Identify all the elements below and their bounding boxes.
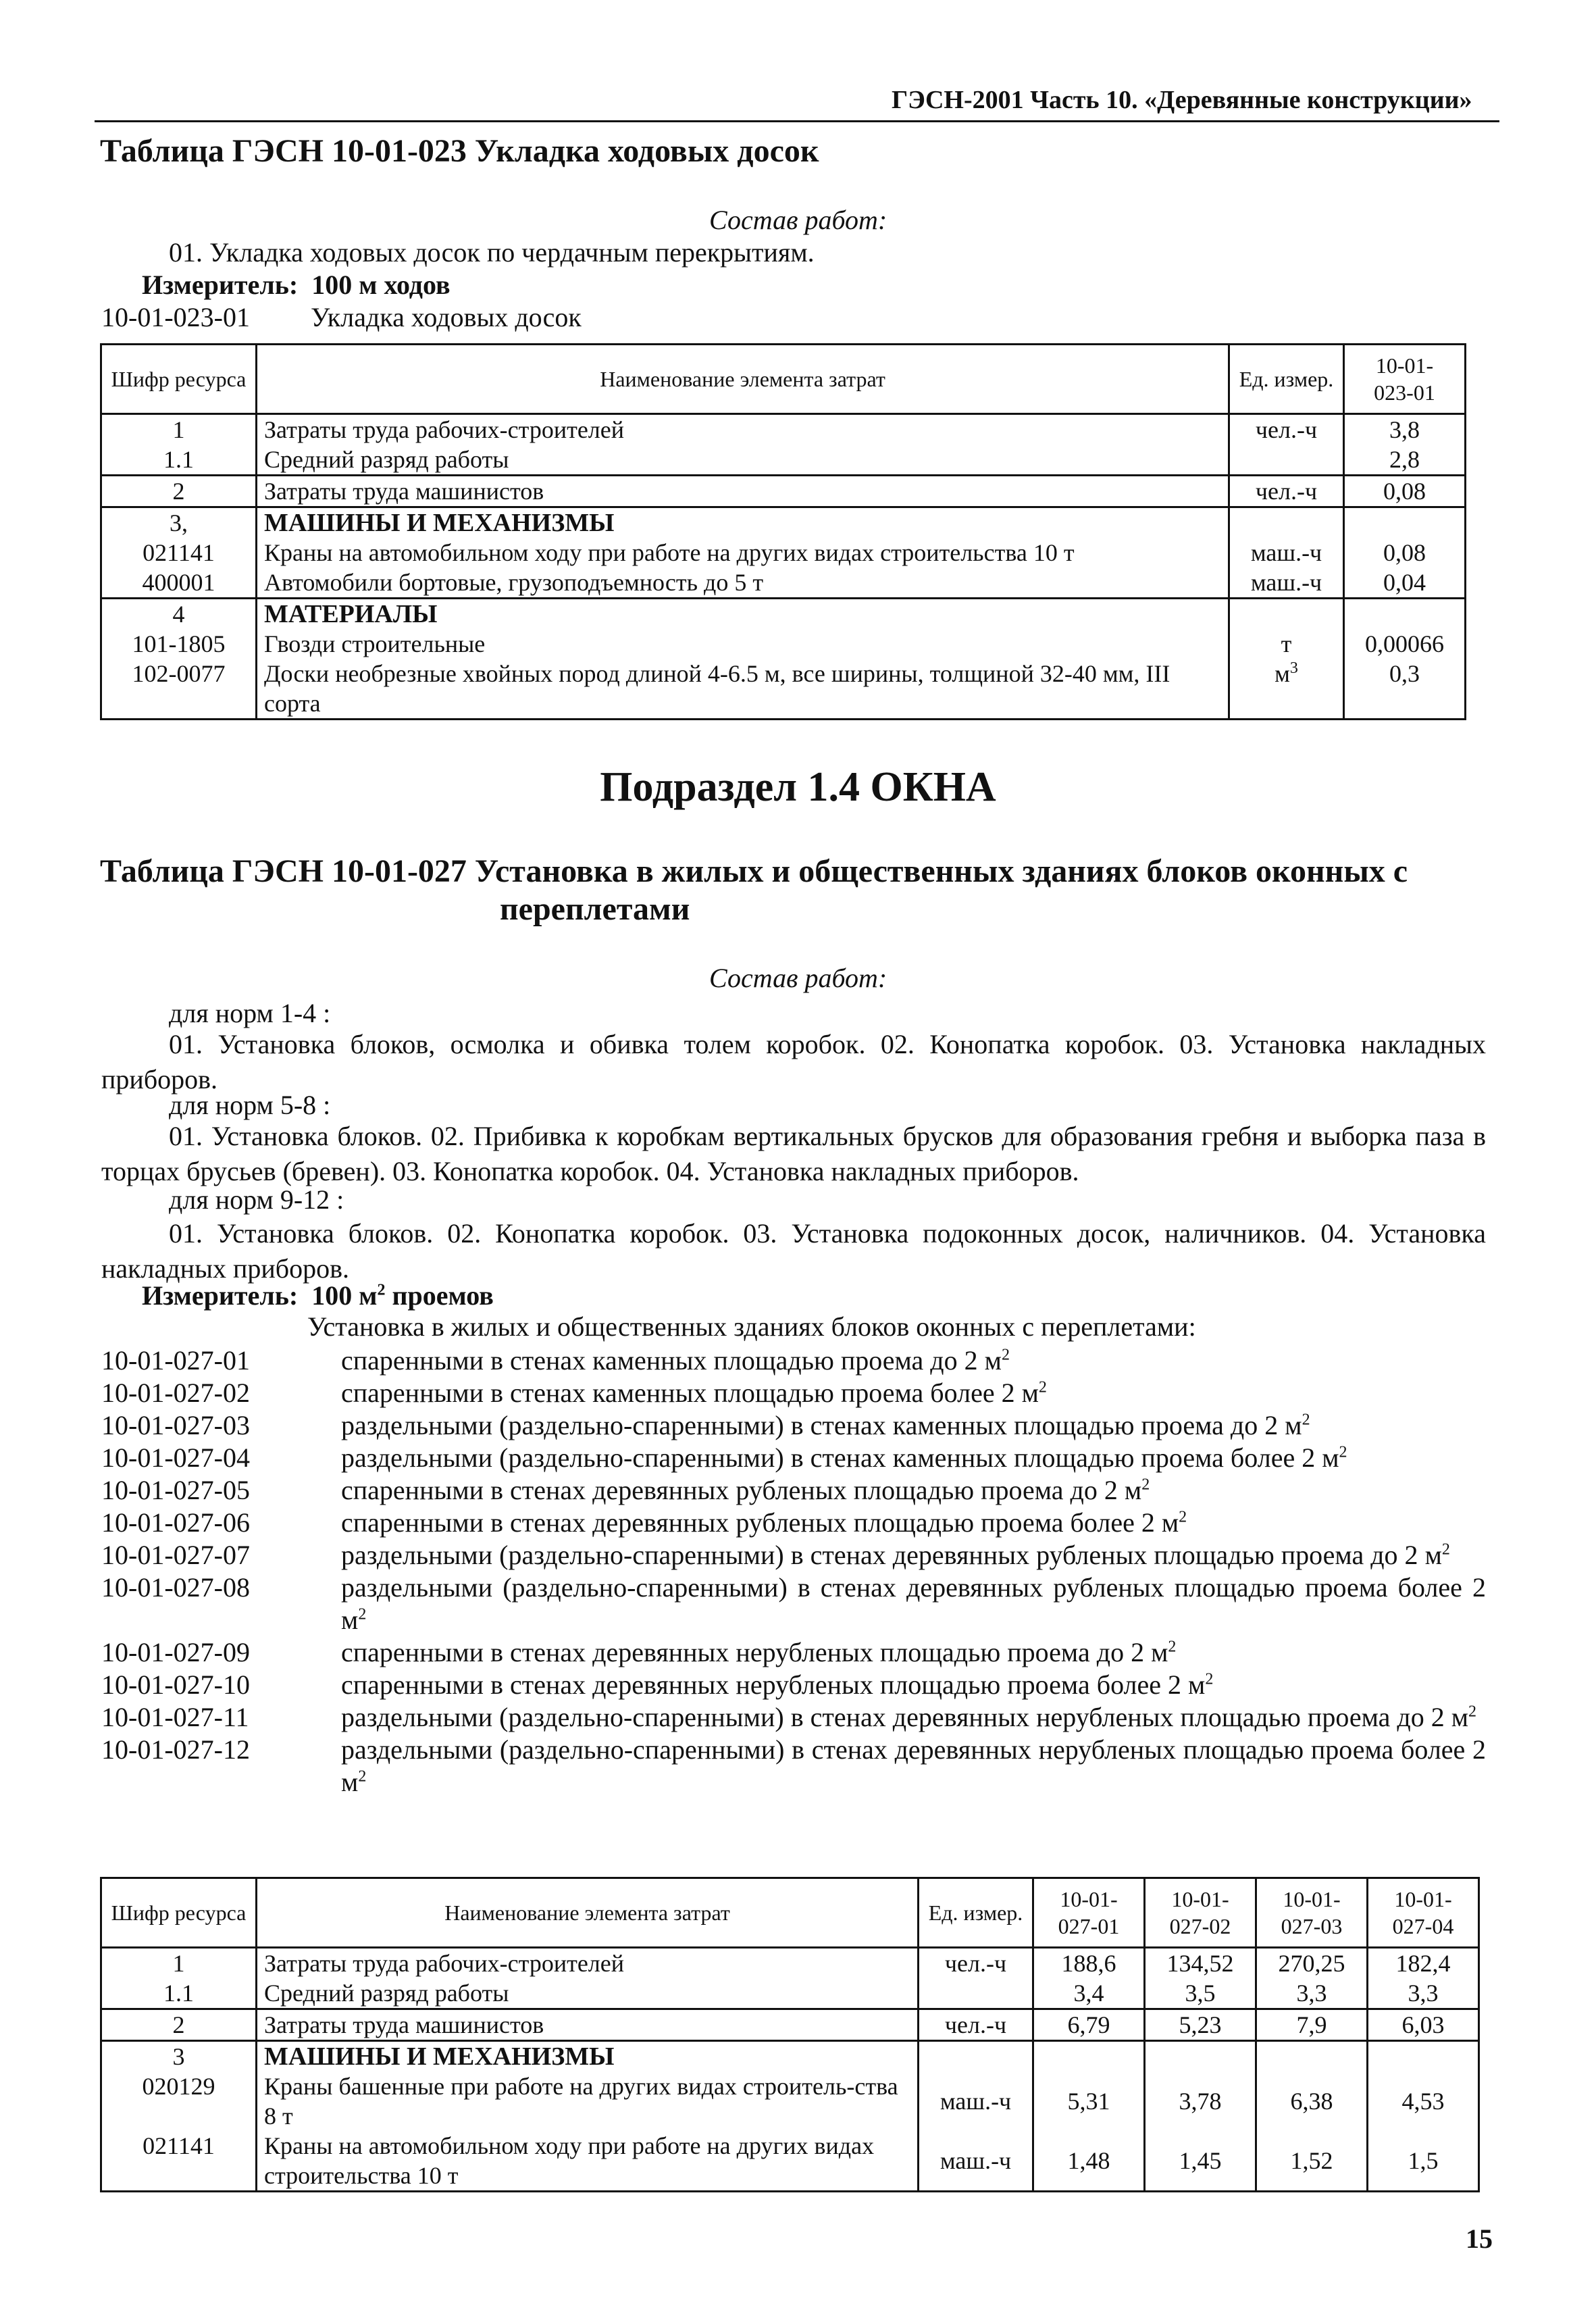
header-norm-prefix: 10-01-	[1060, 1887, 1118, 1911]
cell-name: Краны башенные при работе на других видах строитель-ства 8 т	[257, 2071, 919, 2131]
for-norms-1-4: для норм 1-4 :	[169, 998, 331, 1028]
header-norm-a: 10-01-	[1375, 353, 1434, 378]
table-row	[101, 1978, 1479, 2009]
cell-code: 1	[101, 414, 257, 445]
list-item	[101, 1409, 1486, 1442]
cell-value: 3,5	[1145, 1978, 1256, 2009]
cell-section-title: МАТЕРИАЛЫ	[257, 599, 1229, 630]
running-header: ГЭСН-2001 Часть 10. «Деревянные конструкции»	[892, 86, 1472, 114]
cell-unit	[919, 1978, 1033, 2009]
norm-code: 10-01-027-10	[101, 1669, 250, 1700]
cell-value: 3,4	[1033, 1978, 1145, 2009]
table1-header-row	[101, 345, 1466, 414]
norm-description	[341, 1571, 1486, 1636]
header-norm-1	[1033, 1878, 1145, 1948]
list-item	[101, 1571, 1486, 1636]
unit-m: м	[984, 1345, 1002, 1376]
cell-code: 2	[101, 476, 257, 507]
cell-unit	[1229, 445, 1344, 476]
header-norm-suffix: 027-01	[1058, 1914, 1120, 1938]
norm-code: 10-01-027-05	[101, 1475, 250, 1505]
unit-sq: 2	[1001, 1346, 1010, 1364]
cell-unit: маш.-ч	[1229, 538, 1344, 568]
cell-unit: т	[1229, 629, 1344, 659]
norm-description	[341, 1344, 1486, 1377]
cell-code: 4	[101, 599, 257, 630]
measure-value: 100 м	[311, 1280, 378, 1311]
cell-name: Краны на автомобильном ходу при работе на других видах строительства 10 т	[257, 2131, 919, 2192]
unit-sq: 2	[1038, 1378, 1047, 1397]
list-item	[101, 1539, 1486, 1571]
header-norm-b: 023-01	[1374, 380, 1435, 405]
cell-value: 1,48	[1033, 2131, 1145, 2192]
list-item	[101, 1377, 1486, 1409]
norm-code: 10-01-027-09	[101, 1637, 250, 1667]
table-row	[101, 2009, 1479, 2041]
table-row	[101, 629, 1466, 659]
norm-text: раздельными (раздельно-спаренными) в стенах деревянных нерубленых площадью проема более 2	[341, 1734, 1486, 1765]
cell-code: 102-0077	[101, 659, 257, 720]
table-row	[101, 2071, 1479, 2131]
norm-description	[341, 1409, 1486, 1442]
cell-unit: чел.-ч	[1229, 476, 1344, 507]
norm-code-list	[101, 1344, 1486, 1799]
list-item	[101, 1734, 1486, 1799]
norm-text: раздельными (раздельно-спаренными) в стенах деревянных рубленых площадью проема до 2	[341, 1540, 1425, 1570]
norm-code: 10-01-027-07	[101, 1540, 250, 1570]
cell-code: 101-1805	[101, 629, 257, 659]
norm-description	[341, 1507, 1486, 1539]
norm-text: раздельными (раздельно-спаренными) в стенах деревянных нерубленых площадью проема до 2	[341, 1702, 1451, 1732]
cell-value: 188,6	[1033, 1948, 1145, 1979]
cell-value: 6,79	[1033, 2009, 1145, 2041]
list-item	[101, 1669, 1486, 1701]
cell-name: Средний разряд работы	[257, 445, 1229, 476]
norm-code: 10-01-027-03	[101, 1410, 250, 1440]
cell-value: 5,31	[1033, 2071, 1145, 2131]
unit-m: м	[1451, 1702, 1469, 1732]
cell-name: Затраты труда рабочих-строителей	[257, 414, 1229, 445]
measure-superscript: 2	[377, 1281, 386, 1299]
cell-name: Затраты труда рабочих-строителей	[257, 1948, 919, 1979]
cell-value: 3,3	[1368, 1978, 1479, 2009]
header-norm-2	[1145, 1878, 1256, 1948]
unit-sq: 2	[1205, 1670, 1214, 1688]
unit-sq: 2	[1141, 1476, 1150, 1494]
cell-name: Доски необрезные хвойных пород длиной 4-6.5 м, все ширины, толщиной 32-40 мм, III сорта	[257, 659, 1229, 720]
cell-code: 2	[101, 2009, 257, 2041]
table1-title: Таблица ГЭСН 10-01-023 Укладка ходовых досок	[100, 133, 819, 169]
unit-m: м	[1424, 1540, 1442, 1570]
unit-m: м	[341, 1605, 359, 1635]
cell-unit	[1229, 507, 1344, 538]
header-unit: Ед. измер.	[1229, 345, 1344, 414]
cell-name: Затраты труда машинистов	[257, 476, 1229, 507]
subsection-title: Подраздел 1.4 ОКНА	[600, 764, 996, 810]
header-code: Шифр ресурса	[101, 345, 257, 414]
table-row	[101, 2041, 1479, 2072]
table2-sostav: Состав работ:	[709, 963, 887, 993]
table1-measure	[142, 269, 451, 301]
table-row	[101, 568, 1466, 599]
cell-code: 021141	[101, 2131, 257, 2192]
list-intro: Установка в жилых и общественных зданиях блоков оконных с переплетами:	[307, 1311, 1196, 1342]
cell-code: 1.1	[101, 445, 257, 476]
cell-value: 0,3	[1344, 659, 1466, 720]
work-norms-1-4: 01. Установка блоков, осмолка и обивка толем коробок. 02. Конопатка коробок. 03. Установка накладных приборов.	[101, 1029, 1486, 1095]
header-code: Шифр ресурса	[101, 1878, 257, 1948]
norm-text: раздельными (раздельно-спаренными) в стенах каменных площадью проема до 2	[341, 1410, 1285, 1440]
norm-description	[341, 1669, 1486, 1701]
header-name: Наименование элемента затрат	[257, 1878, 919, 1948]
unit-text: м	[1275, 660, 1290, 687]
cell-value: 6,03	[1368, 2009, 1479, 2041]
list-item	[101, 1701, 1486, 1734]
unit-sq: 2	[1302, 1411, 1310, 1429]
norm-text: спаренными в стенах деревянных рубленых площадью проема до 2	[341, 1475, 1125, 1505]
cell-unit: маш.-ч	[919, 2071, 1033, 2131]
list-item	[101, 1507, 1486, 1539]
list-item	[101, 1474, 1486, 1507]
header-norm-suffix: 027-03	[1281, 1914, 1343, 1938]
cell-code: 3,	[101, 507, 257, 538]
norm-code: 10-01-027-11	[101, 1702, 249, 1732]
cell-section-title: МАШИНЫ И МЕХАНИЗМЫ	[257, 2041, 919, 2072]
table2-title-line1: Таблица ГЭСН 10-01-027 Установка в жилых и общественных зданиях блоков оконных с	[100, 853, 1408, 889]
header-norm-suffix: 027-02	[1169, 1914, 1231, 1938]
table-row	[101, 538, 1466, 568]
measure-label: Измеритель:	[142, 1280, 299, 1311]
table2-grid	[100, 1877, 1480, 2192]
norm-code: 10-01-027-12	[101, 1734, 250, 1765]
header-unit: Ед. измер.	[919, 1878, 1033, 1948]
norm-description	[341, 1442, 1486, 1474]
table1-grid	[100, 343, 1466, 720]
cell-value: 0,08	[1344, 538, 1466, 568]
unit-sq: 2	[358, 1605, 367, 1624]
norm-description	[341, 1377, 1486, 1409]
unit-m: м	[1285, 1410, 1302, 1440]
norm-description	[341, 1474, 1486, 1507]
cell-unit: чел.-ч	[919, 1948, 1033, 1979]
norm-description	[341, 1539, 1486, 1571]
for-norms-9-12: для норм 9-12 :	[169, 1184, 344, 1215]
cell-value: 1,5	[1368, 2131, 1479, 2192]
norm-text: раздельными (раздельно-спаренными) в стенах деревянных рубленых площадью проема более 2	[341, 1572, 1486, 1603]
norm-code: 10-01-027-04	[101, 1442, 250, 1473]
unit-superscript: 3	[1289, 659, 1298, 677]
cell-value: 0,00066	[1344, 629, 1466, 659]
unit-sq: 2	[1339, 1443, 1347, 1461]
cell-code: 1.1	[101, 1978, 257, 2009]
table-row	[101, 599, 1466, 630]
cell-value: 3,8	[1344, 414, 1466, 445]
measure-value-suffix: проемов	[385, 1280, 494, 1311]
norm-description	[341, 1734, 1486, 1799]
cell-unit: чел.-ч	[1229, 414, 1344, 445]
unit-m: м	[1021, 1378, 1039, 1408]
cell-value	[1033, 2041, 1145, 2072]
cell-unit	[1229, 659, 1344, 720]
cell-value: 3,78	[1145, 2071, 1256, 2131]
table1-norm-name: Укладка ходовых досок	[311, 302, 582, 332]
table-row	[101, 476, 1466, 507]
cell-code: 400001	[101, 568, 257, 599]
cell-value: 1,45	[1145, 2131, 1256, 2192]
norm-description	[341, 1636, 1486, 1669]
cell-code: 1	[101, 1948, 257, 1979]
norm-text: раздельными (раздельно-спаренными) в стенах каменных площадью проема более 2	[341, 1442, 1322, 1473]
cell-code: 3	[101, 2041, 257, 2072]
cell-unit	[1229, 599, 1344, 630]
table-row	[101, 659, 1466, 720]
cell-value	[1368, 2041, 1479, 2072]
cell-value	[1344, 599, 1466, 630]
cell-value: 7,9	[1256, 2009, 1368, 2041]
cell-name: Затраты труда машинистов	[257, 2009, 919, 2041]
table2-title-line2: переплетами	[500, 891, 690, 927]
table2-header-row	[101, 1878, 1479, 1948]
header-norm	[1344, 345, 1466, 414]
norm-code: 10-01-027-01	[101, 1345, 250, 1376]
norm-text: спаренными в стенах деревянных рубленых площадью проема более 2	[341, 1507, 1162, 1538]
cell-name: Автомобили бортовые, грузоподъемность до 5 т	[257, 568, 1229, 599]
table-row	[101, 414, 1466, 445]
norm-code: 10-01-027-06	[101, 1507, 250, 1538]
list-item	[101, 1442, 1486, 1474]
norm-code: 10-01-027-02	[101, 1378, 250, 1408]
header-norm-prefix: 10-01-	[1394, 1887, 1452, 1911]
norm-code: 10-01-027-08	[101, 1572, 250, 1603]
unit-m: м	[1188, 1669, 1206, 1700]
header-name: Наименование элемента затрат	[257, 345, 1229, 414]
norm-description	[341, 1701, 1486, 1734]
unit-m: м	[1161, 1507, 1179, 1538]
table1-norm-code: 10-01-023-01	[101, 302, 250, 332]
norm-text: спаренными в стенах каменных площадью проема до 2	[341, 1345, 985, 1376]
header-rule	[95, 120, 1499, 122]
table-row	[101, 507, 1466, 538]
norm-text: спаренными в стенах деревянных нерубленых площадью проема более 2	[341, 1669, 1189, 1700]
cell-value: 0,04	[1344, 568, 1466, 599]
cell-value	[1256, 2041, 1368, 2072]
table-row	[101, 2131, 1479, 2192]
header-norm-prefix: 10-01-	[1283, 1887, 1341, 1911]
header-norm-3	[1256, 1878, 1368, 1948]
header-norm-suffix: 027-04	[1392, 1914, 1454, 1938]
cell-value	[1344, 507, 1466, 538]
cell-value: 270,25	[1256, 1948, 1368, 1979]
cell-value: 4,53	[1368, 2071, 1479, 2131]
page-number: 15	[1466, 2223, 1493, 2254]
list-item	[101, 1344, 1486, 1377]
cell-unit: маш.-ч	[919, 2131, 1033, 2192]
unit-m: м	[1322, 1442, 1339, 1473]
table1-sostav: Состав работ:	[709, 205, 887, 235]
cell-value: 1,52	[1256, 2131, 1368, 2192]
unit-sq: 2	[1468, 1703, 1477, 1721]
work-norms-9-12: 01. Установка блоков. 02. Конопатка коробок. 03. Установка подоконных досок, наличников. 04. Установка накладных приборов.	[101, 1218, 1486, 1284]
cell-unit: маш.-ч	[1229, 568, 1344, 599]
cell-value: 182,4	[1368, 1948, 1479, 1979]
unit-sq: 2	[1441, 1540, 1450, 1559]
cell-name: Гвозди строительные	[257, 629, 1229, 659]
unit-sq: 2	[1168, 1638, 1177, 1656]
table1-work: 01. Укладка ходовых досок по чердачным перекрытиям.	[169, 237, 815, 268]
unit-sq: 2	[358, 1767, 367, 1786]
header-norm-4	[1368, 1878, 1479, 1948]
norm-text: спаренными в стенах каменных площадью проема более 2	[341, 1378, 1022, 1408]
measure-value: 100 м ходов	[311, 270, 451, 300]
cell-section-title: МАШИНЫ И МЕХАНИЗМЫ	[257, 507, 1229, 538]
unit-sq: 2	[1179, 1508, 1187, 1526]
cell-code: 021141	[101, 538, 257, 568]
for-norms-5-8: для норм 5-8 :	[169, 1090, 331, 1120]
cell-value	[1145, 2041, 1256, 2072]
cell-name: Средний разряд работы	[257, 1978, 919, 2009]
measure-label: Измеритель:	[142, 270, 299, 300]
cell-name: Краны на автомобильном ходу при работе на других видах строительства 10 т	[257, 538, 1229, 568]
header-norm-prefix: 10-01-	[1171, 1887, 1229, 1911]
table2-measure	[142, 1280, 494, 1311]
unit-m: м	[341, 1767, 359, 1797]
list-item	[101, 1636, 1486, 1669]
unit-m: м	[1124, 1475, 1142, 1505]
cell-value: 2,8	[1344, 445, 1466, 476]
cell-value: 3,3	[1256, 1978, 1368, 2009]
norm-text: спаренными в стенах деревянных нерубленых площадью проема до 2	[341, 1637, 1152, 1667]
table-row	[101, 1948, 1479, 1979]
table-row	[101, 445, 1466, 476]
work-norms-5-8: 01. Установка блоков. 02. Прибивка к коробкам вертикальных брусков для образования гребня и выборка паза в торцах брусьев (бревен). 03. Конопатка коробок. 04. Установка накладных приборов.	[101, 1121, 1486, 1186]
cell-unit	[919, 2041, 1033, 2072]
cell-value: 6,38	[1256, 2071, 1368, 2131]
cell-unit: чел.-ч	[919, 2009, 1033, 2041]
cell-code: 020129	[101, 2071, 257, 2131]
cell-value: 134,52	[1145, 1948, 1256, 1979]
cell-value: 5,23	[1145, 2009, 1256, 2041]
cell-value: 0,08	[1344, 476, 1466, 507]
unit-m: м	[1151, 1637, 1168, 1667]
